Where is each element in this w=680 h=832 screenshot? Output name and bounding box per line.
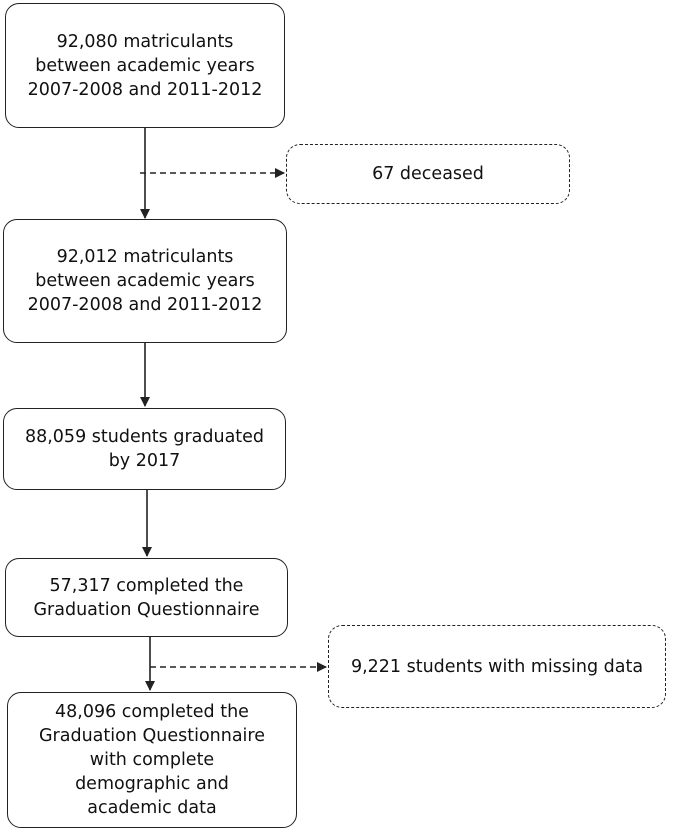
step-final-sample-text: 48,096 completed the Graduation Questionnaire with complete demographic and academic data [38, 702, 265, 818]
exclusion-missing-data-text: 9,221 students with missing data [350, 656, 644, 677]
step-graduated [3, 408, 286, 490]
step-matriculants-initial-text: 92,080 matriculants between academic years 2007-2008 and 2011-2012 [27, 31, 263, 100]
step-graduated-text: 88,059 students graduated by 2017 [24, 427, 265, 471]
step-matriculants-remaining-text: 92,012 matriculants between academic years 2007-2008 and 2011-2012 [27, 247, 263, 315]
step-matriculants-remaining [3, 219, 287, 343]
step-completed-questionnaire-text: 57,317 completed the Graduation Questionnaire [33, 575, 260, 620]
step-matriculants-initial [5, 3, 285, 128]
exclusion-missing-data [328, 625, 666, 708]
step-completed-questionnaire [5, 558, 288, 637]
exclusion-deceased [286, 144, 570, 204]
exclusion-deceased-text: 67 deceased [372, 164, 484, 184]
step-final-sample [7, 692, 297, 828]
